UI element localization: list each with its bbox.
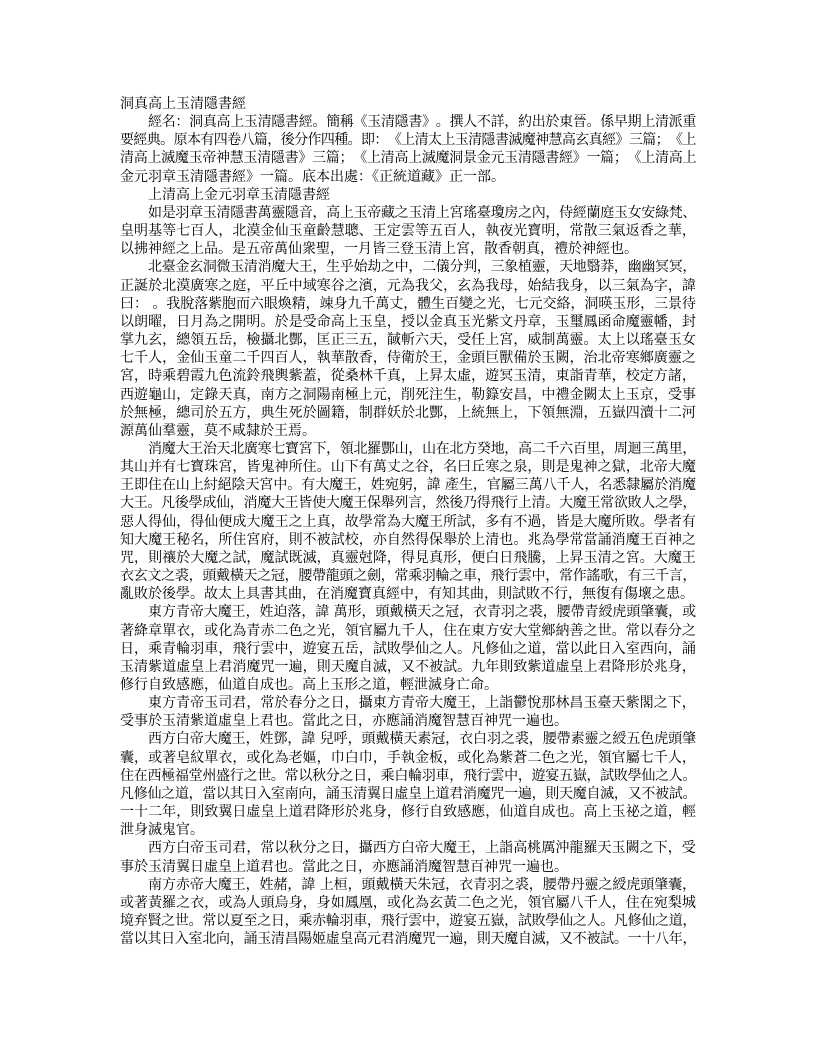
text-line: 當 以 其 日 入 室 北 向 ， 誦 玉 清 昌 陽 姬 虛 皇 高 元 君 消 魔 咒 一 遍 ， 則 天 魔 自 滅 ， 又 不 被 試 。 一 十 八 年 ， [120,931,697,948]
text-line: 東 方 青 帝 玉 司 君 ， 常 於 春 分 之 日 ， 攝 東 方 青 帝 大 魔 王 ， 上 詣 鬱 悅 那 林 昌 玉 臺 天 紫 閣 之 下 ， [148,695,696,712]
text-line: 咒 ， 則 禳 於 大 魔 之 試 ， 魔 試 既 滅 ， 真 靈 尅 降 ， 得 見 真 形 ， 便 白 日 飛 騰 ， 上 昇 玉 清 之 宮 。 大 魔 王 [120,549,696,566]
text-line: 日 ， 乘 青 輪 羽 車 ， 飛 行 雲 中 ， 遊 宴 五 岳 ， 試 敗 學 仙 之 人 。 凡 修 仙 之 道 ， 當 以 此 日 入 室 西 向 ， 誦 [120,640,696,657]
text-line: 玉 清 紫 道 虛 皇 上 君 消 魔 咒 一 遍 ， 則 天 魔 自 滅 ， 又 不 被 試 。 九 年 則 致 紫 道 虛 皇 上 君 降 形 於 兆 身 ， [120,658,696,675]
text-line: 清 高 上 滅 魔 玉 帝 神 慧 玉 清 隱 書 》 三 篇 ； 《 上 清 高 上 滅 魔 洞 景 金 元 玉 清 隱 書 經 》 一 篇 ； 《 上 清 高 上 [120,150,697,167]
document-body [120,95,696,948]
text-line: 曰 ： 。 我 脫 落 紫 胞 而 六 眼 煥 精 ， 竦 身 九 千 萬 丈 ， 體 生 百 變 之 光 ， 七 元 交 絡 ， 洞 暎 玉 形 ， 三 景 待 [120,295,696,312]
text-line: 西 方 白 帝 大 魔 王 ， 姓 鄧 ， 諱 兒 呼 ， 頭 戴 橫 天 素 冠 ， 衣 白 羽 之 裘 ， 腰 帶 素 靈 之 綬 五 色 虎 頭 肇 [148,731,697,748]
text-line: 北 臺 金 玄 洞 微 玉 清 消 魔 大 王 ， 生 乎 始 劫 之 中 ， 二 儀 分 判 ， 三 象 植 靈 ， 天 地 翳 莽 ， 幽 幽 冥 冥 ， [148,259,697,276]
text-line: 王 即 住 在 山 上 紂 絕 陰 天 宮 中 。 有 大 魔 王 ， 姓 宛 躬 ， 諱 產 生 ， 官 屬 三 萬 八 千 人 ， 名 悉 隸 屬 於 消 魔 [120,477,696,494]
text-line: 如 是 羽 章 玉 清 隱 書 萬 靈 隱 音 ， 高 上 玉 帝 藏 之 玉 清 上 宮 瑤 臺 瓊 房 之 內 ， 侍 經 蘭 庭 玉 女 安 綠 梵 、 [148,204,697,221]
text-line: 修行自致感應，仙道自成也。高上玉形之道，輕泄滅身亡命。 [120,677,498,693]
paragraph-preface [120,204,696,258]
document-title: 洞真高上玉清隱書經 [120,96,246,112]
text-line: 大 王 。 凡 後 學 成 仙 ， 消 魔 大 王 皆 使 大 魔 王 保 舉 列 言 ， 然 後 乃 得 飛 行 上 清 。 大 魔 王 常 欲 敗 人 之 學 ， [120,495,697,512]
text-line: 受事於玉清紫道虛皇上君也。當此之日，亦應誦消魔智慧百神咒一遍也。 [120,713,568,730]
paragraph-east-blue-demon-king [120,603,696,694]
text-line: 以拂神經之上品。是五帝萬仙衆聖，一月皆三登玉清上宮，散香朝真，禮於神經也。 [120,241,638,258]
text-line: 西 方 白 帝 玉 司 君 ， 常 以 秋 分 之 日 ， 攝 西 方 白 帝 大 魔 王 ， 上 詣 高 桃 厲 沖 龍 羅 天 玉 闕 之 下 ， 受 [148,840,696,857]
text-line: 著 絳 章 單 衣 ， 或 化 為 青 赤 二 色 之 光 ， 領 官 屬 九 千 人 ， 住 在 東 方 安 大 堂 鄉 納 善 之 世 。 常 以 春 分 之 [120,622,696,639]
text-line: 皇 明 基 等 七 百 人 ， 北 漠 金 仙 玉 童 齡 慧 聰 、 王 定 雲 等 五 百 人 ， 執 夜 光 寶 明 ， 常 散 三 氣 返 香 之 華 ， [120,223,696,240]
section-heading: 上清高上金元羽章玉清隱書經 [148,186,330,203]
text-line: 於 無 極 ， 總 司 於 五 方 ， 典 生 死 於 圖 籍 ， 制 群 妖 於 北 酆 ， 上 統 無 上 ， 下 領 無 淵 ， 五 嶽 四 瀆 十 二 河 [120,404,696,421]
text-line: 事於玉清翼日虛皇上道君也。當此之日，亦應誦消魔智慧百神咒一遍也。 [120,858,568,875]
text-line: 知 大 魔 王 秘 名 ， 所 住 宮 府 ， 則 不 被 試 校 ， 亦 自 然 得 保 舉 於 上 清 也 。 兆 為 學 常 當 誦 消 魔 王 百 神 之 [120,531,696,548]
paragraph-scripture-info [120,113,696,186]
text-line: 衣 玄 文 之 裘 ， 頭 戴 橫 天 之 冠 ， 腰 帶 龍 頭 之 劍 ， 常 乘 羽 輪 之 車 ， 飛 行 雲 中 ， 常 作 謠 歌 ， 有 三 千 言 ， [120,568,697,585]
text-line: 凡 修 仙 之 道 ， 當 以 其 日 入 室 南 向 ， 誦 玉 清 翼 日 虛 皇 上 道 君 消 魔 咒 一 遍 ， 則 天 魔 自 滅 ， 又 不 被 試 。 [120,785,697,802]
text-line: 正 誕 於 北 漠 廣 寒 之 庭 ， 平 丘 中 域 寒 谷 之 濱 ， 元 為 我 父 ， 玄 為 我 母 ， 始 結 我 身 ， 以 三 氣 為 字 ， 諱 [120,277,696,294]
text-line: 七 千 人 ， 金 仙 玉 童 二 千 四 百 人 ， 執 華 散 香 ， 侍 衛 於 王 ， 金 頭 巨 獸 備 於 玉 闕 ， 治 北 帝 寒 鄉 廣 靈 之 [120,350,696,367]
text-line: 要 經 典 。 原 本 有 四 卷 八 篇 ， 後 分 作 四 種 。 即 ： 《 上 清 太 上 玉 清 隱 書 滅 魔 神 慧 高 玄 真 經 》 三 篇 ； 《 上 [120,132,697,149]
paragraph-north-demon-king [120,258,696,440]
text-line: 宮 ， 時 乘 碧 霞 九 色 流 鈴 飛 輿 紫 蓋 ， 從 桑 林 千 真 ， 上 昇 太 虛 ， 遊 冥 玉 清 ， 東 詣 青 華 ， 校 定 方 諸 ， [120,368,696,385]
text-line: 一 十 二 年 ， 則 致 翼 日 虛 皇 上 道 君 降 形 於 兆 身 ， 修 行 自 致 感 應 ， 仙 道 自 成 也 。 高 上 玉 祕 之 道 ， 輕 [120,804,696,821]
text-line: 境 弃 賢 之 世 。 常 以 夏 至 之 日 ， 乘 赤 輪 羽 車 ， 飛 行 雲 中 ， 遊 宴 五 嶽 ， 試 敗 學 仙 之 人 。 凡 修 仙 之 道 ， [120,913,697,930]
text-line: 住 在 西 極 福 堂 州 盛 行 之 世 。 常 以 秋 分 之 日 ， 乘 白 輪 羽 車 ， 飛 行 雲 中 ， 遊 宴 五 嶽 ， 試 敗 學 仙 之 人 。 [120,767,697,784]
text-line: 西 遊 龜 山 ， 定 錄 天 真 ， 南 方 之 洞 陽 南 極 上 元 ， 削 死 注 生 ， 勒 籙 安 昌 ， 中 禮 金 闕 太 上 玉 京 ， 受 事 [120,386,696,403]
paragraph-west-jade-lord [120,839,696,875]
paragraph-west-white-demon-king [120,730,696,839]
text-line: 囊 ， 或 著 皂 紋 單 衣 ， 或 化 為 老 嫗 ， 巾 白 巾 ， 手 執 金 板 ， 或 化 為 紫 蒼 二 色 之 光 ， 領 官 屬 七 千 人 ， [120,749,696,766]
paragraph-east-jade-lord [120,694,696,730]
text-line: 東 方 青 帝 大 魔 王 ， 姓 迫 落 ， 諱 萬 形 ， 頭 戴 橫 天 之 冠 ， 衣 青 羽 之 裘 ， 腰 帶 青 綬 虎 頭 肇 囊 ， 或 [148,604,697,621]
paragraph-south-red-demon-king [120,876,696,949]
text-line: 掌 九 玄 ， 總 領 五 岳 ， 檢 攝 北 酆 ， 匡 正 三 五 ， 馘 斬 六 天 ， 受 任 上 宮 ， 威 制 萬 靈 。 太 上 以 瑤 臺 玉 女 [120,332,696,349]
text-line: 以 朗 曜 ， 日 月 為 之 開 明 。 於 是 受 命 高 上 玉 皇 ， 授 以 金 真 玉 光 紫 文 丹 章 ， 玉 璽 鳳 函 命 魔 靈 幡 ， 封 [120,313,696,330]
text-line: 或 著 黃 羅 之 衣 ， 或 為 人 頭 烏 身 ， 身 如 鳳 凰 ， 或 化 為 玄 黃 二 色 之 光 ， 領 官 屬 八 千 人 ， 住 在 宛 梨 城 [120,894,696,911]
text-line: 消 魔 大 王 治 天 北 廣 寒 七 寶 宮 下 ， 領 北 羅 酆 山 ， 山 在 北 方 癸 地 ， 高 二 千 六 百 里 ， 周 迴 三 萬 里 ， [148,440,697,457]
paragraph-demon-king-palace [120,440,696,603]
text-line: 亂敗於後學。故太上具書其曲，在消魔寶真經中，有知其曲，則試敗不行，無復有傷壞之患。 [120,586,694,603]
text-line: 經 名 ： 洞 真 高 上 玉 清 隱 書 經 。 簡 稱 《 玉 清 隱 書 》 。 撰 人 不 詳 ， 約 出 於 東 晉 。 係 早 期 上 清 派 重 [148,114,697,131]
text-line: 南 方 赤 帝 大 魔 王 ， 姓 赭 ， 諱 上 桓 ， 頭 戴 橫 天 朱 冠 ， 衣 青 羽 之 裘 ， 腰 帶 丹 靈 之 綬 虎 頭 肇 囊 ， [148,876,697,893]
text-line: 源萬仙羣靈，莫不咸隸於王焉。 [120,422,316,439]
text-line: 其 山 并 有 七 寶 珠 宮 ， 皆 鬼 神 所 住 。 山 下 有 萬 丈 之 谷 ， 名 曰 丘 寒 之 泉 ， 則 是 鬼 神 之 獄 ， 北 帝 大 魔 [120,459,696,476]
text-line: 金元羽章玉清隱書經》一篇。底本出處：《正統道藏》正一部。 [120,168,505,185]
text-line: 泄身滅鬼官。 [120,822,204,839]
text-line: 惡 人 得 仙 ， 得 仙 便 成 大 魔 王 之 上 真 ， 故 學 常 為 大 魔 王 所 試 ， 多 有 不 過 ， 皆 是 大 魔 所 敗 。 學 者 有 [120,513,696,530]
